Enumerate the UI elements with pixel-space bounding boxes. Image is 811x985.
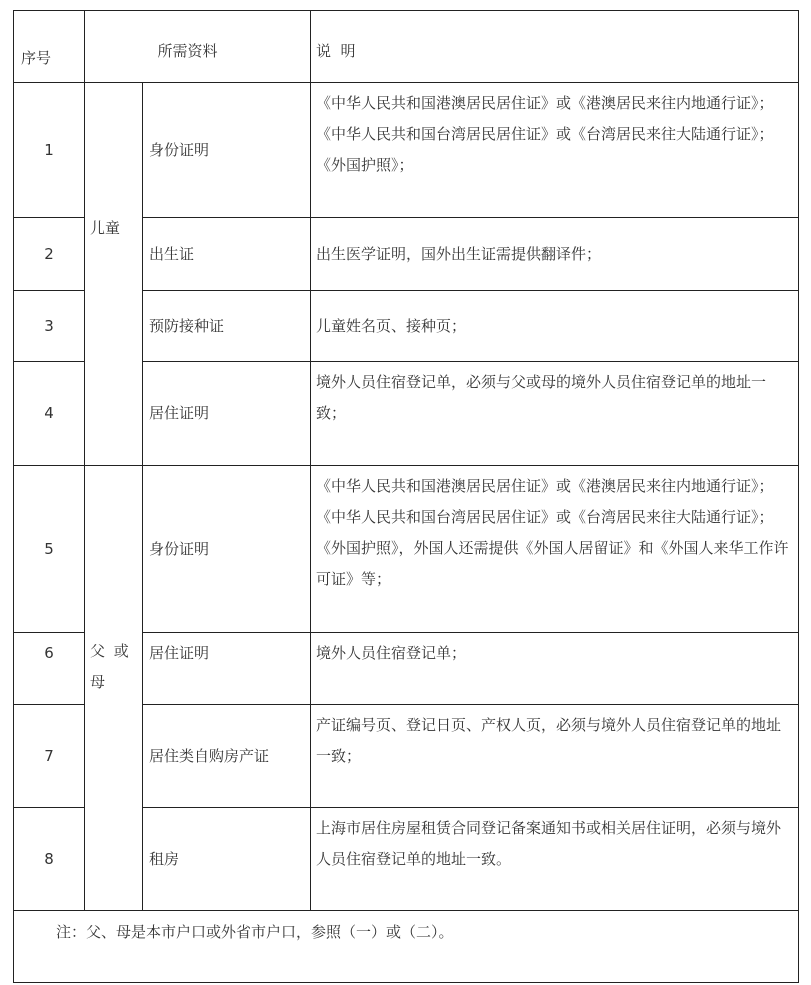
table-row xyxy=(14,466,799,633)
row-number: 1 xyxy=(14,83,85,218)
row-number: 4 xyxy=(14,362,85,466)
material-cell: 身份证明 xyxy=(143,83,311,218)
row-number: 8 xyxy=(14,808,85,911)
material-cell: 租房 xyxy=(143,808,311,911)
row-number: 6 xyxy=(14,633,85,705)
requirements-table xyxy=(13,10,799,983)
header-material: 所需资料 xyxy=(85,11,311,83)
material-cell: 出生证 xyxy=(143,218,311,291)
material-cell: 居住证明 xyxy=(143,362,311,466)
material-cell: 居住证明 xyxy=(143,633,311,705)
group-parent: 父 或 母 xyxy=(85,466,143,911)
row-number: 5 xyxy=(14,466,85,633)
row-number: 7 xyxy=(14,705,85,808)
description-cell: 出生医学证明，国外出生证需提供翻译件； xyxy=(311,218,799,291)
material-cell: 居住类自购房产证 xyxy=(143,705,311,808)
description-cell: 上海市居住房屋租赁合同登记备案通知书或相关居住证明，必须与境外人员住宿登记单的地址一致。 xyxy=(311,808,799,911)
header-no: 序号 xyxy=(14,11,85,83)
header-row xyxy=(14,11,799,83)
description-cell: 境外人员住宿登记单； xyxy=(311,633,799,705)
description-cell: 《中华人民共和国港澳居民居住证》或《港澳居民来往内地通行证》；《中华人民共和国台湾居民居住证》或《台湾居民来往大陆通行证》；《外国护照》，外国人还需提供《外国人居留证》和《外国人来华工作许可证》等； xyxy=(311,466,799,633)
row-number: 2 xyxy=(14,218,85,291)
description-cell: 境外人员住宿登记单，必须与父或母的境外人员住宿登记单的地址一致； xyxy=(311,362,799,466)
description-cell: 产证编号页、登记日页、产权人页，必须与境外人员住宿登记单的地址一致； xyxy=(311,705,799,808)
material-cell: 身份证明 xyxy=(143,466,311,633)
description-cell: 儿童姓名页、接种页； xyxy=(311,291,799,362)
note-row xyxy=(14,911,799,983)
note-text: 注：父、母是本市户口或外省市户口，参照（一）或（二）。 xyxy=(14,911,799,983)
material-cell: 预防接种证 xyxy=(143,291,311,362)
table-row xyxy=(14,83,799,218)
row-number: 3 xyxy=(14,291,85,362)
group-child: 儿童 xyxy=(85,83,143,466)
description-cell: 《中华人民共和国港澳居民居住证》或《港澳居民来往内地通行证》；《中华人民共和国台湾居民居住证》或《台湾居民来往大陆通行证》；《外国护照》； xyxy=(311,83,799,218)
header-description: 说 明 xyxy=(311,11,799,83)
